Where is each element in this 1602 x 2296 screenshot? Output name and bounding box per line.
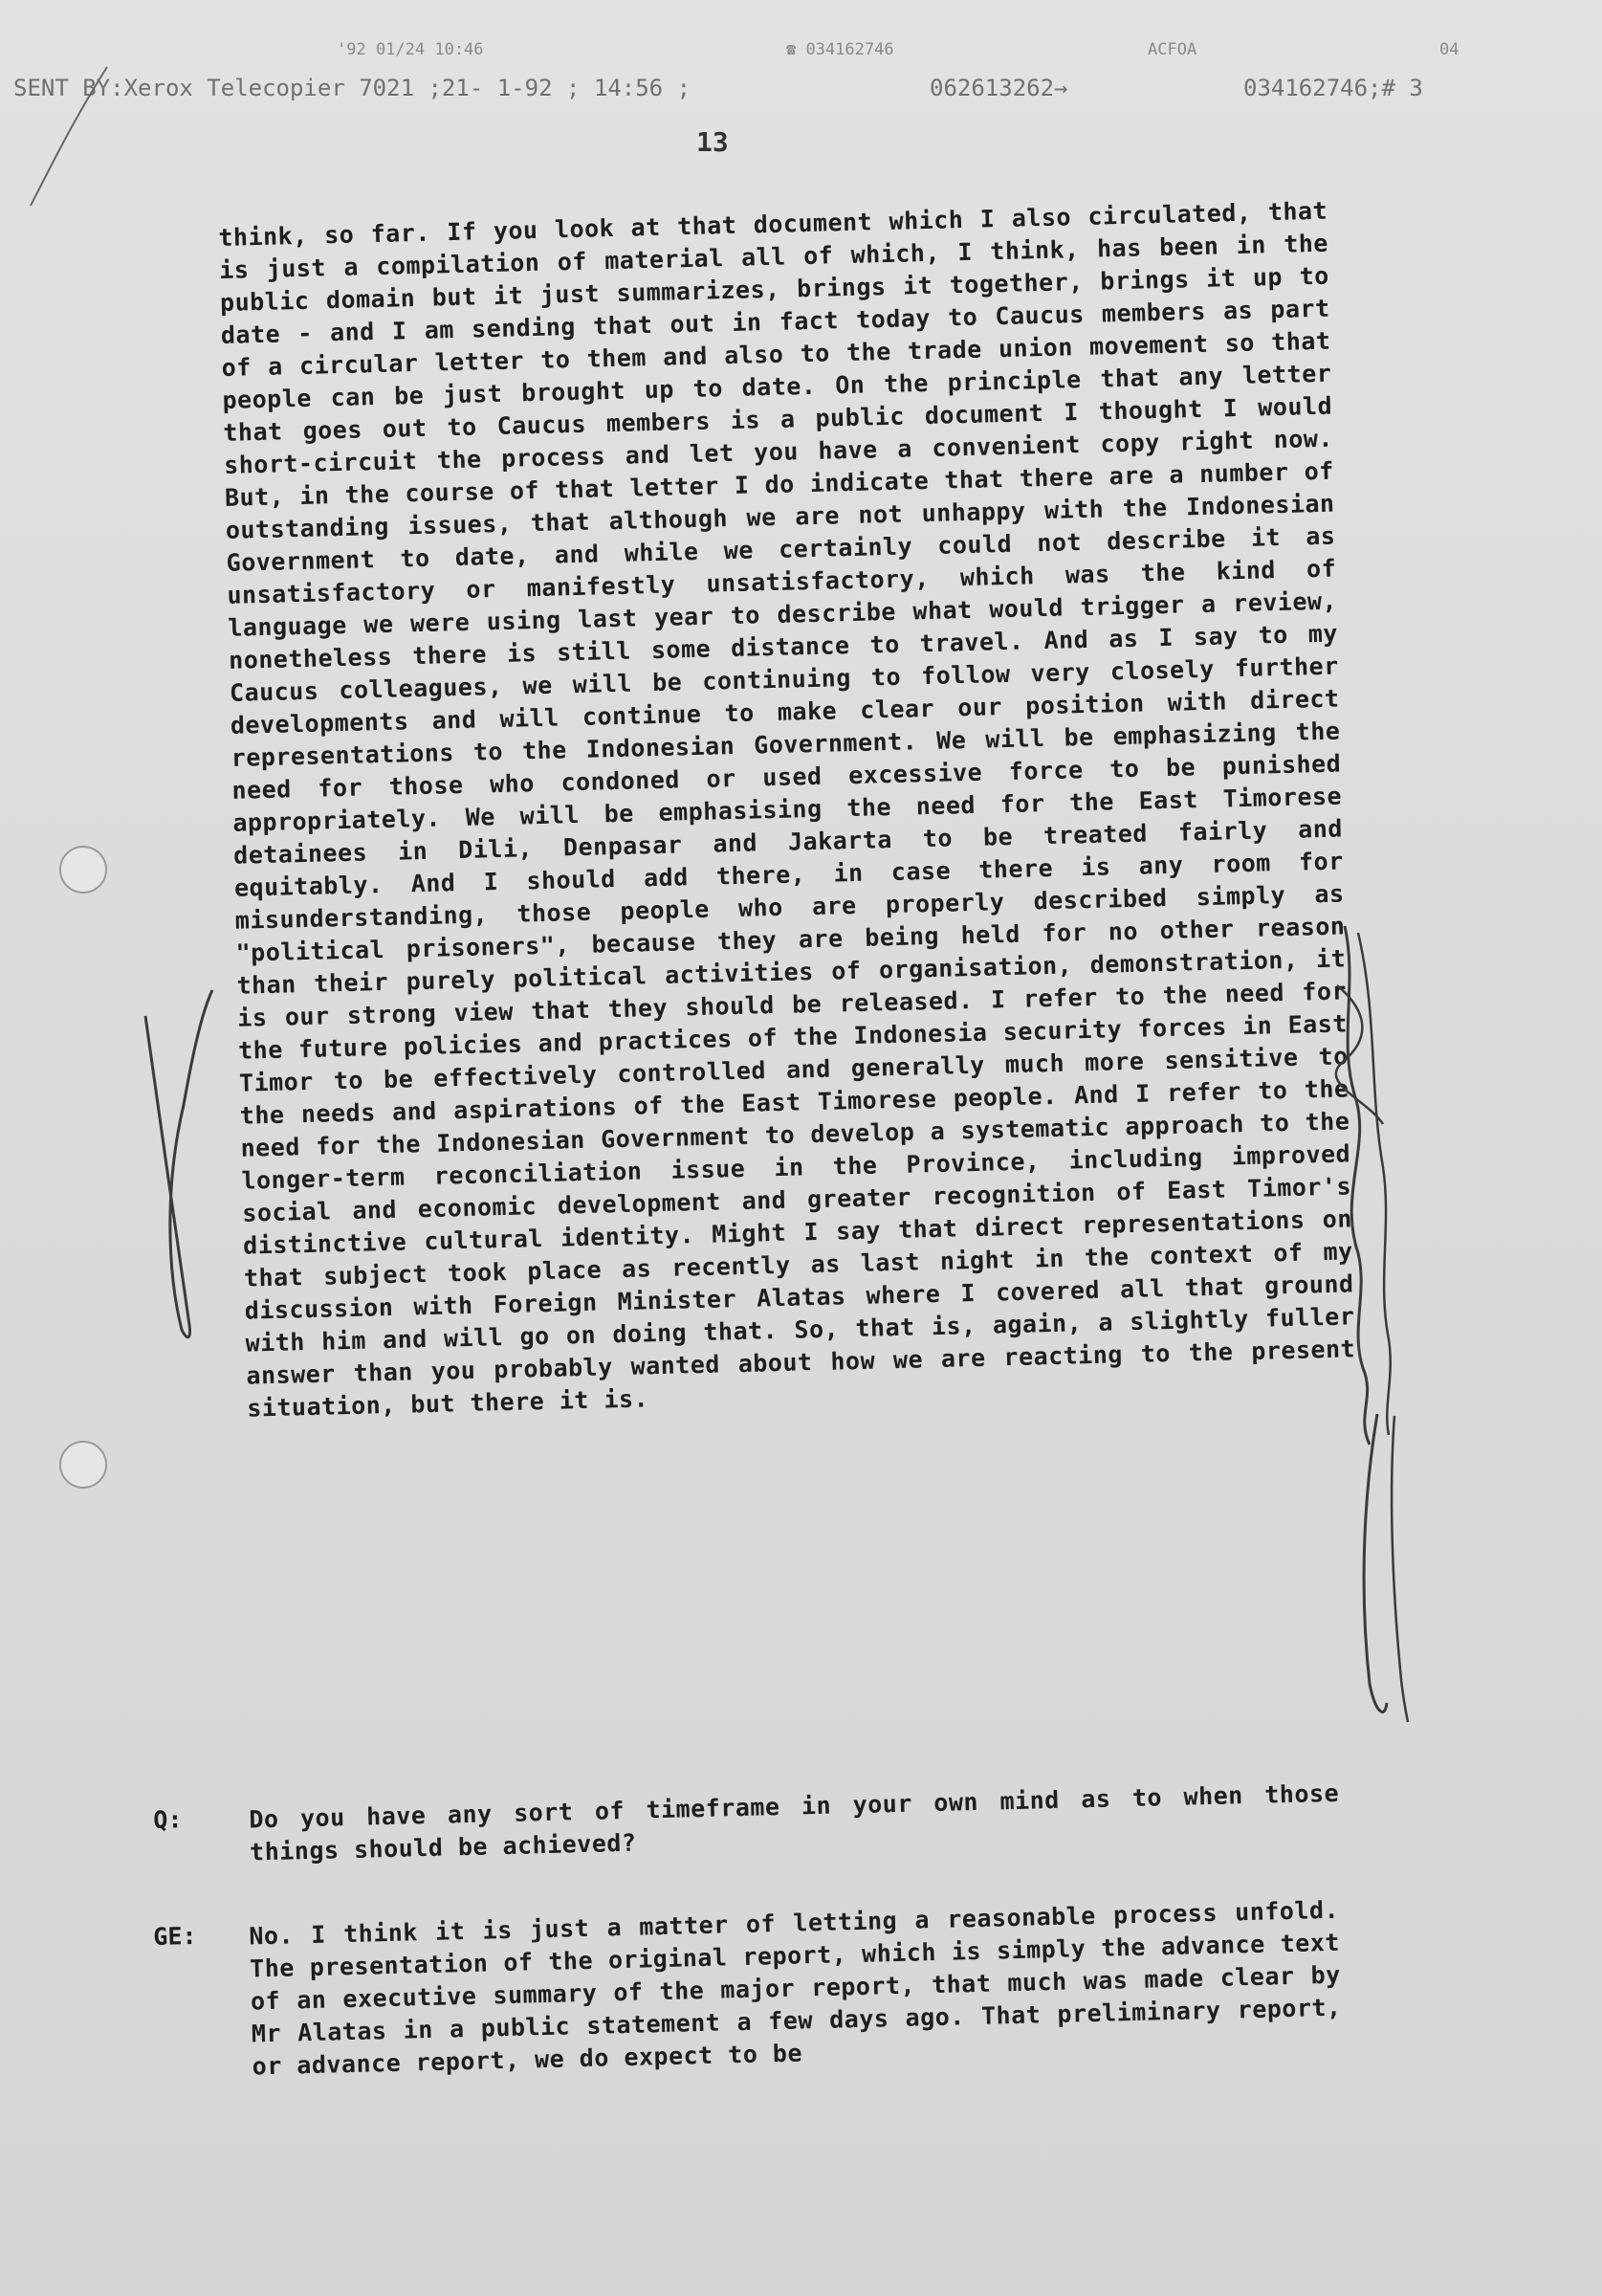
fax-timestamp: '92 01/24 10:46 [337,40,484,59]
right-margin-squiggle-second [1358,933,1391,1435]
fax-phone-number: ☎ 034162746 [786,40,894,59]
right-margin-bracket-lower-second [1392,1416,1408,1722]
question-text: Do you have any sort of timeframe in your own mind as to when those things should be achieved? [249,1778,1340,1866]
fax-destination: 062613262→ [930,75,1068,101]
question-label: Q: [153,1805,183,1834]
fax-reference: 034162746;# 3 [1243,75,1423,101]
corner-scratch-mark [31,67,107,206]
body-paragraph: think, so far. If you look at that document which I also circulated, that is just a compilation of material all of which, I think, has been in the public domain but it just summarizes, brings it together, brings it up to date - and I am sending that out in fact today to Caucus members as part of a circular letter to them and also to the trade union movement so that people can be just brought up to date. On the principle that any letter that goes out to Caucus members is a public document I thought I would short-circuit the process and let you have a convenient copy right now. But, in the course of that letter I do indicate that there are a number of outstanding issues, that although we are not unhappy with the Indonesian Government to date, and while we certainly could not describe it as unsatisfactory or manifestly unsatisfactory, which was the kind of language we were using last year to describe what would trigger a review, nonetheless there is still some distance to travel. And as I say to my Caucus colleagues, we will be continuing to follow very closely further developments and will continue to make clear our position with direct representations to the Indonesian Government. We will be emphasizing the need for those who condoned or used excessive force to be punished appropriately. We will be emphasising the need for the East Timorese detainees in Dili, Denpasar and Jakarta to be treated fairly and equitably. And I should add there, in case there is any room for misunderstanding, those people who are properly described simply as "political prisoners", because they are being held for no other reason than their purely political activities of organisation, demonstration, it is our strong view that they should be released. I refer to the need for the future policies and practices of the Indonesia security forces in East Timor to be effectively controlled and generally much more sensitive to the needs and aspirations of the East Timorese people. And I refer to the need for the Indonesian Government to develop a systematic approach to the longer-term reconciliation issue in the Province, including improved social and economic development and greater recognition of East Timor's distinctive cultural identity. Might I say that direct representations on that subject took place as recently as last night in the context of my discussion with Foreign Minister Alatas where I covered all that ground with him and will go on doing that. So, that is, again, a slightly fuller answer than you probably wanted about how we are reacting to the present situation, but there it is. [218,196,1356,1423]
page-number: 13 [696,126,729,158]
left-margin-bracket [145,990,212,1337]
answer-text: No. I think it is just a matter of letting a reasonable process unfold. The presentation of the original report, which is simply the advance text of an executive summary of the major report, that much was made clear by Mr Alatas in a public statement a few days ago. That preliminary report, or advance report, we do expect to be [249,1895,1342,2081]
fax-sent-by-line: SENT BY:Xerox Telecopier 7021 ;21- 1-92 ; 14:56 ; [13,75,691,101]
fax-sender-code: ACFOA [1148,40,1197,59]
answer-label: GE: [153,1921,197,1951]
right-margin-squiggle [1345,926,1370,1445]
fax-page-count: 04 [1439,40,1459,59]
right-margin-bracket-lower [1364,1414,1387,1712]
